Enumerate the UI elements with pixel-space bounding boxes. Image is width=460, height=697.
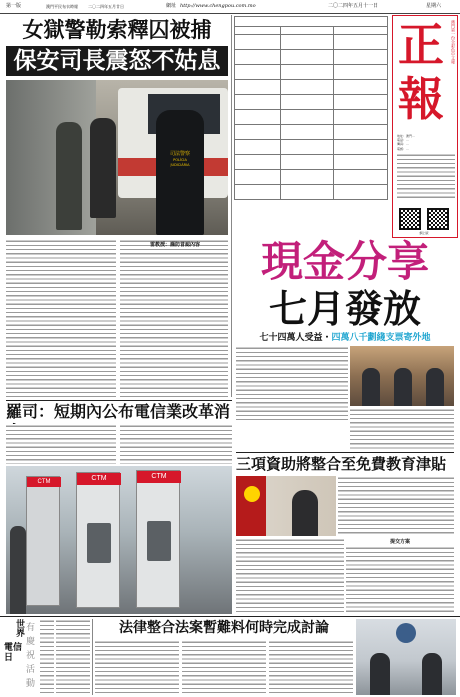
flag-emblem (244, 486, 260, 502)
schedule-grid (234, 16, 388, 200)
booth (26, 476, 60, 606)
qr-caption: 網上版 (419, 231, 429, 235)
masthead-info-line: 傳真：… (397, 142, 410, 147)
law-headline: 法律整合法案暫難料何時完成討論 (119, 620, 329, 636)
education-body-text (236, 538, 344, 614)
payphone (147, 521, 171, 561)
telecom-body-text (6, 424, 116, 464)
issue-date: 二〇二四年五月廿日 (88, 4, 124, 9)
press-person (394, 368, 412, 406)
side-sub-char: 活 (26, 665, 36, 675)
pedestrian-figure (10, 526, 26, 614)
qr-code[interactable] (427, 208, 449, 230)
website-label: 網址 (166, 3, 177, 9)
press-person (426, 368, 444, 406)
telecom-headline: 羅司：短期內公布電信業改革消 (6, 402, 231, 421)
side-body-text (40, 619, 54, 695)
masthead-info (397, 134, 455, 202)
phone-booth-photo (6, 466, 232, 614)
cash-subhead-2: 四萬八千劃綫支票寄外地 (331, 333, 431, 343)
side-sub-char: 慶 (26, 637, 36, 647)
header-rule (0, 13, 460, 14)
officer-figure (156, 110, 204, 235)
escort-figure (56, 122, 82, 230)
cash-body-text (350, 408, 454, 450)
masthead-info-line: 地址：澳門… (397, 134, 416, 138)
cash-headline-2: 七月發放 (268, 286, 421, 331)
column-divider (92, 619, 93, 695)
prison-headline-1: 女獄警勒索釋囚被捕 (22, 17, 212, 42)
side-sub-char: 有 (26, 623, 36, 633)
cash-kicker: 雷教授：謹防冒認內容 (150, 242, 201, 248)
section-rule (0, 616, 460, 617)
law-meeting-photo (356, 619, 456, 695)
suspect-figure (90, 118, 116, 218)
masthead-side-text: 澳門第一份全彩色中文報 (451, 20, 456, 64)
cash-subhead-1: 七十四萬人受益 (259, 333, 323, 343)
booth (136, 470, 180, 608)
arrest-photo (6, 80, 228, 235)
press-conference-photo (350, 346, 454, 406)
emblem (396, 623, 416, 643)
cash-subhead-sep: ・ (322, 333, 332, 343)
weekday: 星期六 (426, 3, 442, 9)
law-body-text (95, 640, 179, 695)
page-number: 第一版 (6, 3, 22, 9)
vest-text-3: JUDICIÁRIA (170, 163, 190, 167)
website[interactable]: http://www.chengpou.com.mo (180, 3, 256, 9)
meeting-person (422, 653, 442, 695)
telecom-body-text (120, 424, 232, 464)
booth-sign: CTM (77, 473, 121, 485)
side-sub-char: 動 (26, 679, 36, 689)
cash-body-text (236, 346, 348, 420)
education-official-photo (236, 476, 336, 536)
building-shadow (6, 80, 96, 235)
law-body-text (269, 640, 353, 695)
side-title-1: 世界 (14, 619, 24, 637)
education-body-text (346, 546, 454, 614)
vest-text-2: POLÍCIA (173, 158, 187, 162)
booth-sign: CTM (137, 471, 181, 483)
education-headline: 三項資助將整合至免費教育津貼 (236, 455, 447, 473)
masthead-char-1: 正 (398, 18, 444, 72)
cash-headline-1: 現金分享 (260, 237, 429, 286)
masthead-info-line: 電話：… (397, 138, 410, 143)
side-sub (26, 621, 38, 693)
column-divider (231, 15, 232, 397)
education-sub-kicker: 提交方案 (389, 539, 410, 545)
masthead (392, 15, 458, 238)
payment-schedule-table (234, 16, 388, 234)
section-rule (236, 452, 454, 453)
masthead-info-fill (397, 153, 455, 201)
edition-name: 澳門平民布衣時報 (46, 4, 78, 9)
press-person (362, 368, 380, 406)
cash-subhead (238, 332, 452, 344)
vest-text-1: 司法警察 (169, 151, 190, 157)
meeting-person (370, 653, 390, 695)
date-cn: 二〇二四年五月十一日 (328, 3, 379, 9)
side-title-2: 電信日 (4, 643, 23, 663)
prison-body-text (6, 239, 116, 397)
qr-code[interactable] (399, 208, 421, 230)
payphone (87, 523, 111, 563)
side-body-text (56, 619, 90, 695)
education-body-text (338, 476, 454, 536)
prison-headline-2: 保安司長震怒不姑息 (6, 46, 228, 76)
booth (76, 472, 120, 608)
booth-sign: CTM (27, 477, 61, 487)
law-body-text (182, 640, 266, 695)
prison-body-text (120, 239, 228, 397)
masthead-char-2: 報 (398, 72, 444, 126)
section-rule (6, 400, 232, 401)
masthead-info-line: 電郵：… (397, 146, 410, 151)
header-strip (0, 0, 460, 13)
official-figure (292, 490, 318, 536)
side-sub-char: 祝 (26, 651, 36, 661)
side-column (4, 619, 54, 695)
